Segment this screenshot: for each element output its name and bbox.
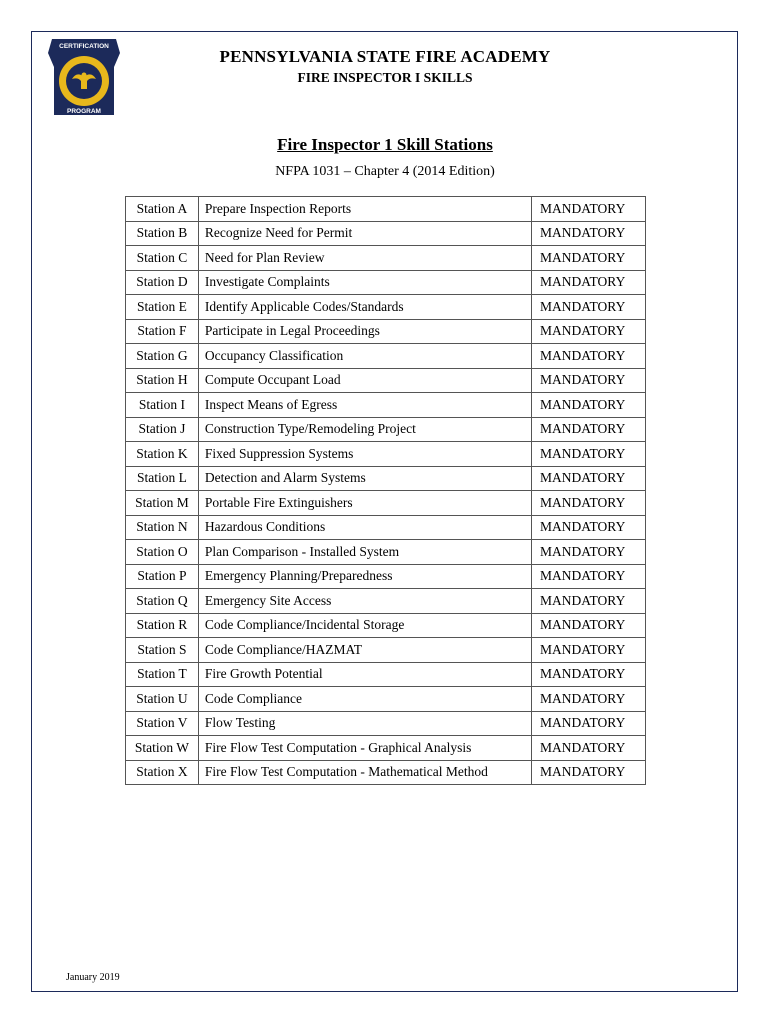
station-skill-cell: Occupancy Classification xyxy=(198,344,531,369)
station-row xyxy=(126,736,646,761)
station-skill-cell: Identify Applicable Codes/Standards xyxy=(198,295,531,320)
station-code-cell: Station Q xyxy=(126,589,199,614)
station-row xyxy=(126,491,646,516)
station-row xyxy=(126,466,646,491)
station-row xyxy=(126,417,646,442)
station-skill-cell: Inspect Means of Egress xyxy=(198,393,531,418)
station-skill-cell: Hazardous Conditions xyxy=(198,515,531,540)
seal-bottom-text: PROGRAM xyxy=(67,108,101,115)
station-code-cell: Station X xyxy=(126,760,199,785)
station-code-cell: Station K xyxy=(126,442,199,467)
station-status-cell: MANDATORY xyxy=(532,613,646,638)
station-skill-cell: Code Compliance xyxy=(198,687,531,712)
station-skill-cell: Fixed Suppression Systems xyxy=(198,442,531,467)
station-status-cell: MANDATORY xyxy=(532,589,646,614)
station-row xyxy=(126,564,646,589)
program-subheading: FIRE INSPECTOR I SKILLS xyxy=(297,70,473,85)
station-status-cell: MANDATORY xyxy=(532,760,646,785)
station-status-cell: MANDATORY xyxy=(532,270,646,295)
station-row xyxy=(126,662,646,687)
station-code-cell: Station I xyxy=(126,393,199,418)
station-skill-cell: Flow Testing xyxy=(198,711,531,736)
station-row xyxy=(126,270,646,295)
station-skill-cell: Emergency Planning/Preparedness xyxy=(198,564,531,589)
station-code-cell: Station U xyxy=(126,687,199,712)
station-skill-cell: Fire Growth Potential xyxy=(198,662,531,687)
station-row xyxy=(126,638,646,663)
station-status-cell: MANDATORY xyxy=(532,662,646,687)
station-skill-cell: Participate in Legal Proceedings xyxy=(198,319,531,344)
station-row xyxy=(126,613,646,638)
station-skill-cell: Construction Type/Remodeling Project xyxy=(198,417,531,442)
station-code-cell: Station R xyxy=(126,613,199,638)
station-code-cell: Station P xyxy=(126,564,199,589)
station-row xyxy=(126,344,646,369)
station-skill-cell: Detection and Alarm Systems xyxy=(198,466,531,491)
station-status-cell: MANDATORY xyxy=(532,368,646,393)
station-code-cell: Station V xyxy=(126,711,199,736)
station-row xyxy=(126,760,646,785)
station-skill-cell: Portable Fire Extinguishers xyxy=(198,491,531,516)
station-row xyxy=(126,221,646,246)
station-skill-cell: Plan Comparison - Installed System xyxy=(198,540,531,565)
station-skill-cell: Need for Plan Review xyxy=(198,246,531,271)
station-skill-cell: Fire Flow Test Computation - Graphical Analysis xyxy=(198,736,531,761)
seal-top-text: CERTIFICATION xyxy=(59,43,109,50)
station-status-cell: MANDATORY xyxy=(532,736,646,761)
station-row xyxy=(126,197,646,222)
station-status-cell: MANDATORY xyxy=(532,711,646,736)
station-status-cell: MANDATORY xyxy=(532,417,646,442)
document-title: Fire Inspector 1 Skill Stations xyxy=(277,135,493,154)
station-status-cell: MANDATORY xyxy=(532,466,646,491)
station-code-cell: Station W xyxy=(126,736,199,761)
station-skill-cell: Fire Flow Test Computation - Mathematical Method xyxy=(198,760,531,785)
station-skill-cell: Code Compliance/HAZMAT xyxy=(198,638,531,663)
station-row xyxy=(126,246,646,271)
station-status-cell: MANDATORY xyxy=(532,515,646,540)
station-row xyxy=(126,295,646,320)
academy-heading: PENNSYLVANIA STATE FIRE ACADEMY xyxy=(219,47,551,66)
station-code-cell: Station O xyxy=(126,540,199,565)
station-status-cell: MANDATORY xyxy=(532,638,646,663)
station-row xyxy=(126,319,646,344)
document-subtitle: NFPA 1031 – Chapter 4 (2014 Edition) xyxy=(275,164,495,179)
station-code-cell: Station F xyxy=(126,319,199,344)
station-status-cell: MANDATORY xyxy=(532,344,646,369)
station-status-cell: MANDATORY xyxy=(532,246,646,271)
station-skill-cell: Recognize Need for Permit xyxy=(198,221,531,246)
station-status-cell: MANDATORY xyxy=(532,687,646,712)
station-code-cell: Station J xyxy=(126,417,199,442)
station-code-cell: Station M xyxy=(126,491,199,516)
station-row xyxy=(126,393,646,418)
station-row xyxy=(126,442,646,467)
station-skill-cell: Prepare Inspection Reports xyxy=(198,197,531,222)
station-row xyxy=(126,368,646,393)
stations-table-body xyxy=(126,197,646,785)
station-skill-cell: Emergency Site Access xyxy=(198,589,531,614)
station-status-cell: MANDATORY xyxy=(532,197,646,222)
station-status-cell: MANDATORY xyxy=(532,491,646,516)
station-skill-cell: Compute Occupant Load xyxy=(198,368,531,393)
station-status-cell: MANDATORY xyxy=(532,442,646,467)
station-code-cell: Station D xyxy=(126,270,199,295)
station-status-cell: MANDATORY xyxy=(532,393,646,418)
station-code-cell: Station E xyxy=(126,295,199,320)
station-code-cell: Station T xyxy=(126,662,199,687)
station-code-cell: Station B xyxy=(126,221,199,246)
station-row xyxy=(126,711,646,736)
station-skill-cell: Code Compliance/Incidental Storage xyxy=(198,613,531,638)
station-code-cell: Station H xyxy=(126,368,199,393)
station-code-cell: Station G xyxy=(126,344,199,369)
station-status-cell: MANDATORY xyxy=(532,540,646,565)
station-code-cell: Station L xyxy=(126,466,199,491)
footer-date: January 2019 xyxy=(66,972,120,983)
station-code-cell: Station A xyxy=(126,197,199,222)
station-status-cell: MANDATORY xyxy=(532,564,646,589)
station-skill-cell: Investigate Complaints xyxy=(198,270,531,295)
station-row xyxy=(126,687,646,712)
station-row xyxy=(126,589,646,614)
station-code-cell: Station S xyxy=(126,638,199,663)
station-status-cell: MANDATORY xyxy=(532,319,646,344)
skill-stations-table xyxy=(125,196,646,785)
station-code-cell: Station N xyxy=(126,515,199,540)
station-status-cell: MANDATORY xyxy=(532,221,646,246)
station-status-cell: MANDATORY xyxy=(532,295,646,320)
station-row xyxy=(126,540,646,565)
station-code-cell: Station C xyxy=(126,246,199,271)
station-row xyxy=(126,515,646,540)
